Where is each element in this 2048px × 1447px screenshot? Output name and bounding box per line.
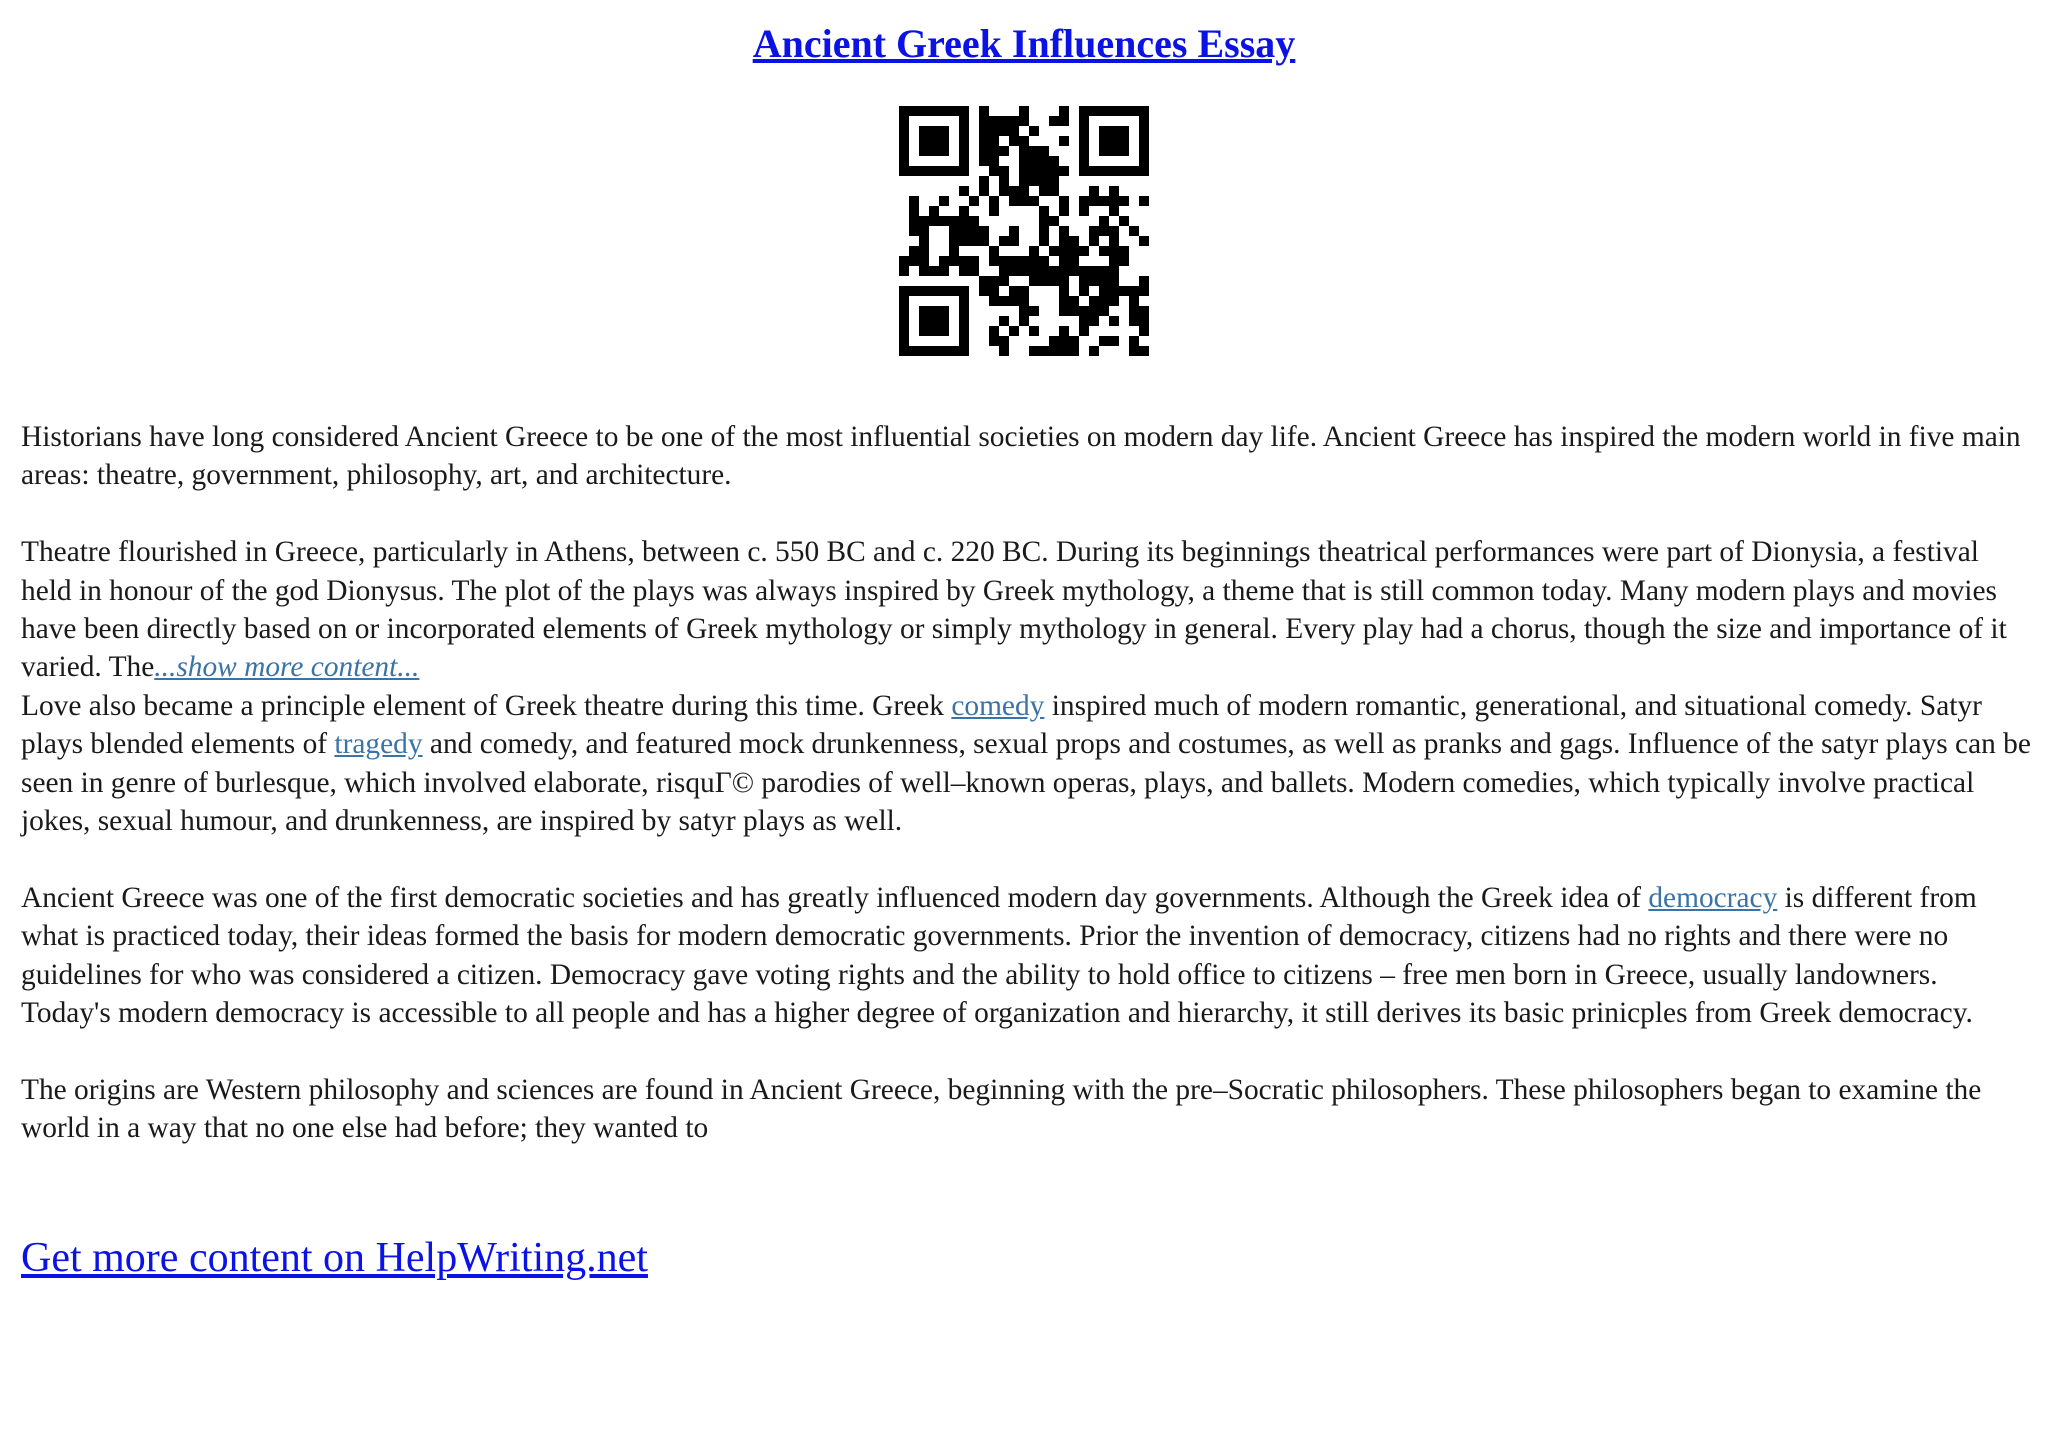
paragraph-theatre-text: Theatre flourished in Greece, particularly in Athens, between c. 550 BC and c. 220 BC. During its beginnings theatrical performances were part of Dionysia, a festival held in honour of the god Dionysus. The plot of the plays was always inspired by Greek mythology, a theme that is still common today. Many modern plays and movies have been directly based on or incorporated elements of Greek mythology or simply mythology in general. Every play had a chorus, though the size and importance of it varied. The [21, 536, 2007, 684]
paragraph-comedy-text-c: and comedy, and featured mock drunkenness, sexual props and costumes, as well as pranks and gags. Influence of the satyr plays can be seen in genre of burlesque, which involved elaborate, risquГ© parodies of well–known operas, plays, and ballets. Modern comedies, which typically involve practical jokes, sexual humour, and drunkenness, are inspired by satyr plays as well. [21, 728, 2031, 838]
paragraph-government-text-b: is different from what is practiced today, their ideas formed the basis for modern democratic governments. Prior the invention of democracy, citizens had no rights and there were no guidelines for who was considered a citizen. Democracy gave voting rights and the ability to hold office to citizens – free men born in Greece, usually landowners. Today's modern democracy is accessible to all people and has a higher degree of organization and hierarchy, it still derives its basic prinicples from Greek democracy. [21, 881, 1977, 1030]
paragraph-comedy [21, 687, 2031, 841]
democracy-link[interactable]: democracy [1648, 881, 1778, 914]
paragraph-philosophy: The origins are Western philosophy and sciences are found in Ancient Greece, beginning with the pre–Socratic philosophers. These philosophers began to examine the world in a way that no one else had before; they wanted to [21, 1073, 1982, 1145]
paragraph-comedy-text-b: inspired much of modern romantic, generational, and situational comedy. Satyr plays blended elements of [21, 689, 1982, 761]
get-more-content-link[interactable]: Get more content on HelpWriting.net [21, 1235, 648, 1281]
paragraph-comedy-text-a: Love also became a principle element of Greek theatre during this time. Greek [21, 689, 952, 722]
paragraph-intro: Historians have long considered Ancient Greece to be one of the most influential societies on modern day life. Ancient Greece has inspired the modern world in five main areas: theatre, government, philosophy, art, and architecture. [21, 421, 2021, 492]
essay-body [21, 418, 2031, 1148]
page-title [0, 18, 2048, 70]
show-more-link[interactable]: ...show more content... [154, 651, 420, 684]
title-link[interactable]: Ancient Greek Influences Essay [752, 21, 1296, 66]
paragraph-government-text-a: Ancient Greece was one of the first democratic societies and has greatly influenced modern day governments. Although the Greek idea of [21, 881, 1649, 914]
paragraph-theatre [21, 533, 2031, 687]
paragraph-government [21, 879, 2031, 1033]
comedy-link[interactable]: comedy [951, 689, 1045, 722]
qr-code-icon [899, 106, 1149, 356]
tragedy-link[interactable]: tragedy [334, 728, 423, 761]
